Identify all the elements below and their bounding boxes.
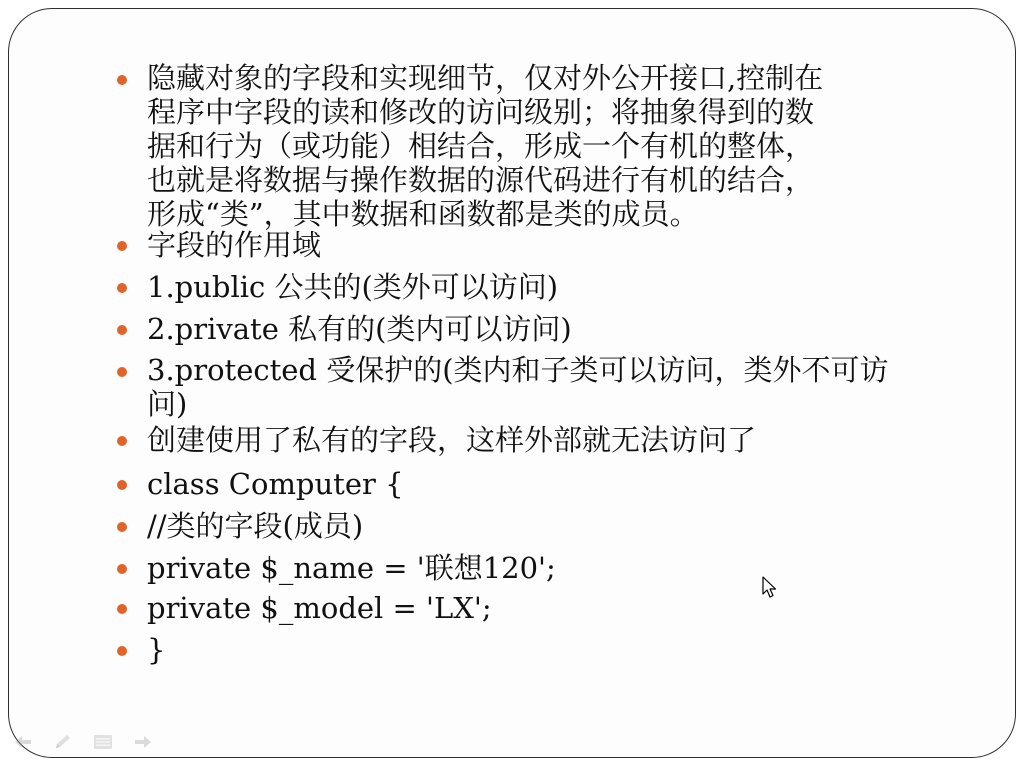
bullet-dot	[117, 480, 127, 490]
forward-arrow-icon[interactable]	[132, 731, 154, 753]
bullet-dot	[117, 564, 127, 574]
bullet-dot	[117, 325, 127, 335]
bullet-dot	[117, 522, 127, 532]
bullet-dot	[117, 436, 127, 446]
bullet-text: private $_model = 'LX';	[147, 591, 492, 625]
bullet-text: 创建使用了私有的字段，这样外部就无法访问了	[147, 423, 757, 457]
slide-card	[8, 8, 1016, 758]
slide-navigation-toolbar	[12, 731, 154, 753]
bullet-text: 字段的作用域	[147, 228, 322, 262]
bullet-text: 1.public 公共的(类外可以访问)	[147, 270, 559, 304]
bullet-text: }	[147, 633, 166, 667]
bullet-dot	[117, 646, 127, 656]
bullet-text: 隐藏对象的字段和实现细节，仅对外公开接口,控制在 程序中字段的读和修改的访问级别；将抽象得到的数 据和行为（或功能）相结合，形成一个有机的整体， 也就是将数据与操作数据的源代码进行有机的结合， 形成“类”，其中数据和函数都是类的成员。	[147, 61, 824, 231]
back-arrow-icon[interactable]	[12, 731, 34, 753]
mouse-cursor-icon	[762, 576, 778, 600]
bullet-text: 3.protected 受保护的(类内和子类可以访问，类外不可访 问)	[147, 353, 889, 421]
bullet-dot	[117, 241, 127, 251]
pen-icon[interactable]	[52, 731, 74, 753]
bullet-text: //类的字段(成员)	[147, 509, 364, 543]
bullet-text: private $_name = '联想120';	[147, 551, 556, 585]
bullet-text: 2.private 私有的(类内可以访问)	[147, 312, 572, 346]
menu-icon[interactable]	[92, 731, 114, 753]
bullet-dot	[117, 283, 127, 293]
bullet-dot	[117, 367, 127, 377]
bullet-dot	[117, 604, 127, 614]
bullet-dot	[117, 75, 127, 85]
bullet-text: class Computer {	[147, 467, 404, 501]
